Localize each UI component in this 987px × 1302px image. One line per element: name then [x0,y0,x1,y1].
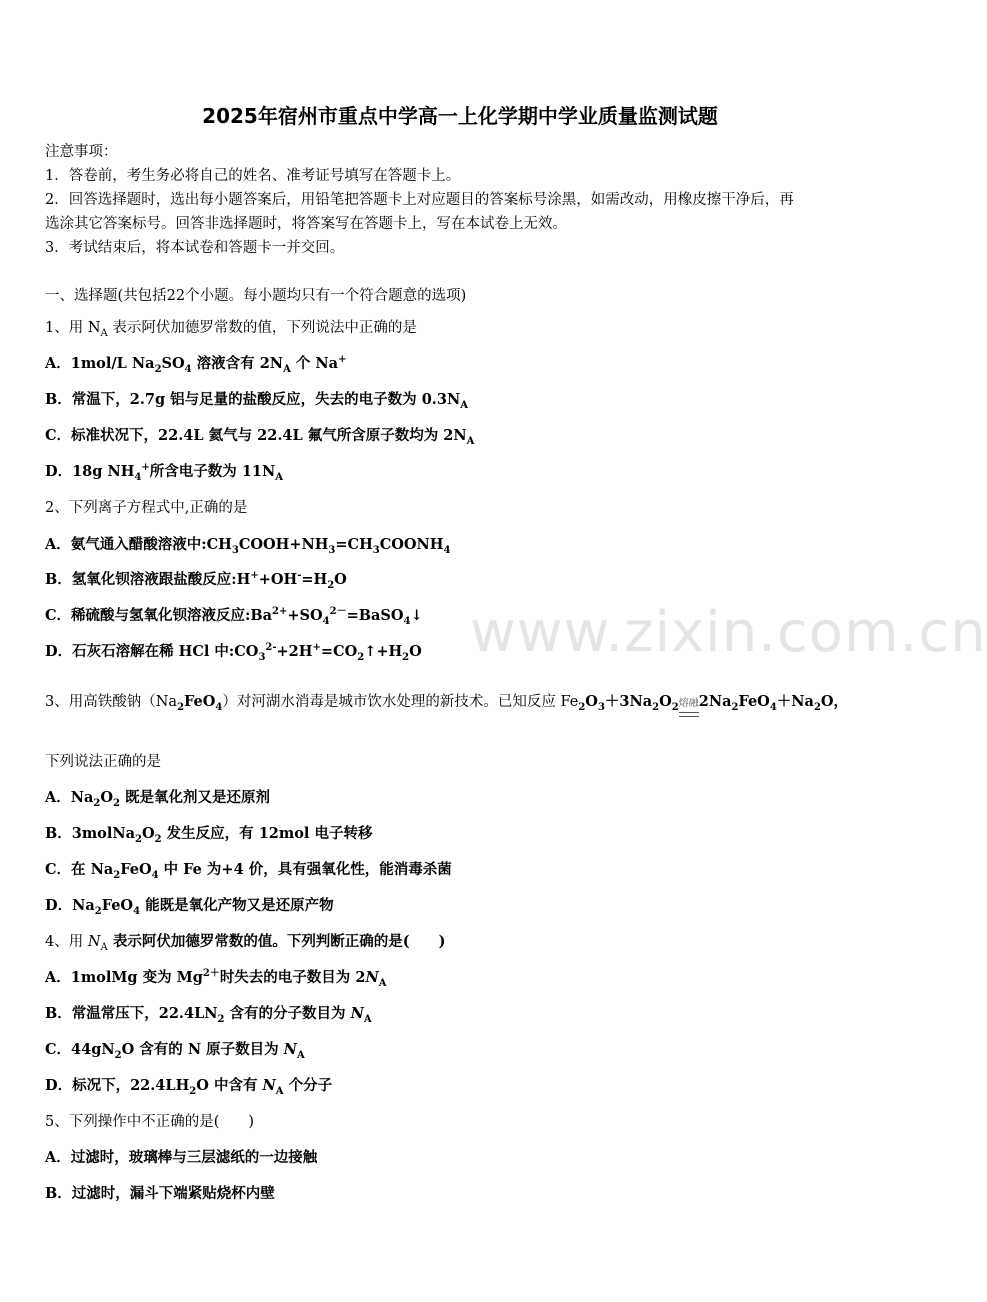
question-3-option-a[interactable]: A．$Na_2O_2$ 既是氧化剂又是还原剂 [45,789,271,809]
notice-item-1: 1．答卷前，考生务必将自己的姓名、准考证号填写在答题卡上。 [45,168,461,184]
notice-item-2: 2．回答选择题时，选出每小题答案后，用铅笔把答题卡上对应题目的答案标号涂黑，如需改动，用橡皮擦干净后，再 [45,192,794,208]
equilibrium-lines [679,712,699,717]
section-heading: 一、选择题(共包括22个小题。每小题均只有一个符合题意的选项) [45,288,467,304]
question-1-option-b[interactable]: B．常温下，2.7g 铝与足量的盐酸反应，失去的电子数为 $0.3N_A$ [45,391,468,411]
question-3-stem: 3、用高铁酸钠$(Na_2FeO_4)$对河湖水消毒是城市饮水处理的新技术。已知反应 $Fe_2O_3+3Na_2O_2$熔融 $2Na_2FeO_4+Na_2O$， [45,690,848,711]
question-3-option-c[interactable]: C．在 $Na_2FeO_4$ 中 Fe 为+4 价，具有强氧化性，能消毒杀菌 [45,861,452,881]
reaction-condition: 熔融 [679,694,699,709]
notice-item-3: 3．考试结束后，将本试卷和答题卡一并交回。 [45,240,345,256]
question-5-option-a[interactable]: A．过滤时，玻璃棒与三层滤纸的一边接触 [45,1149,318,1166]
question-2-option-d[interactable]: D．石灰石溶解在稀 HCl 中$:CO_3^{2-}+2H^+=CO_2↑+H_2O$ [45,642,422,663]
question-2-option-c[interactable]: C．稀硫酸与氢氧化钡溶液反应$:Ba^{2+}+SO_4^{2-}=BaSO_4↓$ [45,606,423,627]
page-title: 2025年宿州市重点中学高一上化学期中学业质量监测试题 [202,104,718,128]
question-4-stem: 4、用 $N_A$ 表示阿伏加德罗常数的值。下列判断正确的是( ) [45,933,446,953]
question-4-option-b[interactable]: B．常温常压下，$22.4LN_2$ 含有的分子数目为 $N_A$ [45,1005,372,1025]
question-4-option-a[interactable]: A．1molMg 变为 $Mg^{2+}$时失去的电子数目为 $2N_A$ [45,968,387,989]
question-4-option-d[interactable]: D．标况下，$22.4LH_2O$ 中含有 $N_A$ 个分子 [45,1077,333,1097]
question-1-option-c[interactable]: C．标准状况下，22.4L 氦气与 22.4L 氟气所含原子数均为 $2N_A$ [45,427,475,447]
question-1-option-a[interactable]: A．1mol/L $Na_2SO_4$ 溶液含有 $2N_A$ 个 Na+ [45,354,347,375]
question-2-option-b[interactable]: B．氢氧化钡溶液跟盐酸反应$:H^++OH^-=H_2O$ [45,570,347,591]
question-1-stem: 1、用 $N_A$ 表示阿伏加德罗常数的值，下列说法中正确的是 [45,320,417,339]
watermark: www.zixin.com.cn [470,600,987,665]
question-3-stem-2: 下列说法正确的是 [45,754,161,770]
question-5-option-b[interactable]: B．过滤时，漏斗下端紧贴烧杯内壁 [45,1185,275,1202]
question-5-stem: 5、下列操作中不正确的是( ) [45,1114,255,1130]
notice-heading: 注意事项： [45,144,118,160]
question-2-stem: 2、下列离子方程式中,正确的是 [45,500,248,516]
question-3-option-d[interactable]: D．$Na_2FeO_4$ 能既是氧化产物又是还原产物 [45,897,334,917]
question-4-option-c[interactable]: C．$44gN_2O$ 含有的 N 原子数目为 $N_A$ [45,1041,305,1061]
question-2-option-a[interactable]: A．氨气通入醋酸溶液中$:CH_3COOH+NH_3=CH_3COONH_4$ [45,536,451,556]
question-1-option-d[interactable]: D．18g $NH_4^+$所含电子数为 $11N_A$ [45,462,284,483]
question-3-option-b[interactable]: B．$3molNa_2O_2$ 发生反应，有 12mol 电子转移 [45,825,373,845]
notice-item-2-cont: 选涂其它答案标号。回答非选择题时，将答案写在答题卡上，写在本试卷上无效。 [45,216,567,232]
